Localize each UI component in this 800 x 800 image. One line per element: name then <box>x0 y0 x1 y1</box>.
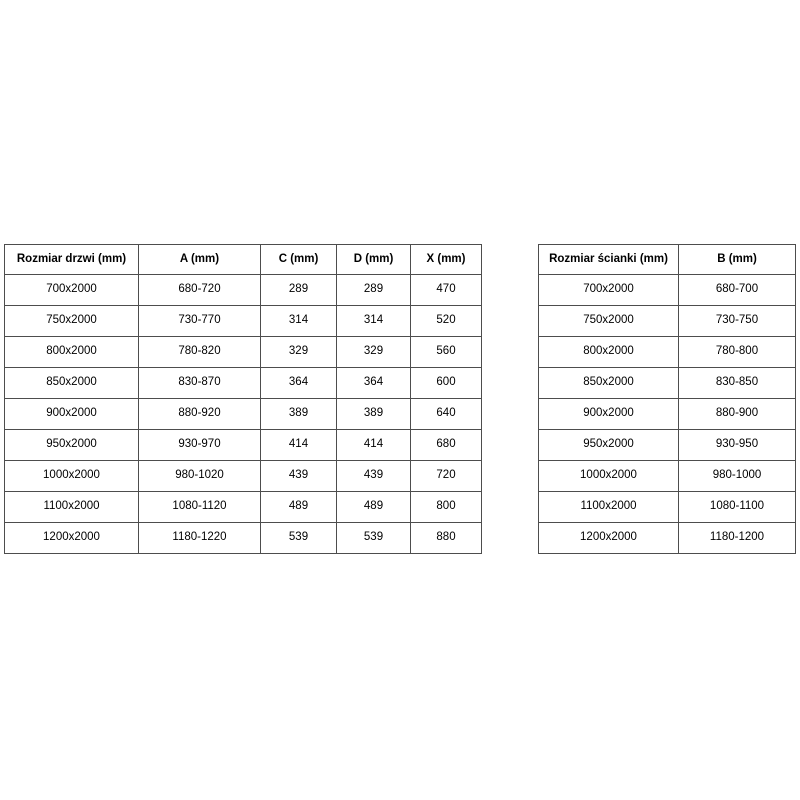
table-cell: 880-900 <box>679 399 796 430</box>
table-cell: 439 <box>337 461 411 492</box>
table-cell: 470 <box>411 275 482 306</box>
table-row <box>5 461 482 492</box>
table-cell: 730-750 <box>679 306 796 337</box>
table-row <box>5 368 482 399</box>
table-cell: 1180-1200 <box>679 523 796 554</box>
table-cell: 560 <box>411 337 482 368</box>
table-row <box>5 275 482 306</box>
table-row <box>5 337 482 368</box>
table-cell: 880-920 <box>139 399 261 430</box>
header-row <box>5 245 482 275</box>
table-row <box>539 492 796 523</box>
table-row <box>539 306 796 337</box>
table-cell: 489 <box>337 492 411 523</box>
table-cell: 1080-1100 <box>679 492 796 523</box>
table-cell: 389 <box>261 399 337 430</box>
table-cell: 720 <box>411 461 482 492</box>
table-cell: 364 <box>261 368 337 399</box>
table-cell: 700x2000 <box>5 275 139 306</box>
table-cell: 1100x2000 <box>539 492 679 523</box>
table-cell: 364 <box>337 368 411 399</box>
table-cell: 980-1020 <box>139 461 261 492</box>
table-cell: 980-1000 <box>679 461 796 492</box>
table-cell: 439 <box>261 461 337 492</box>
table-cell: 680-700 <box>679 275 796 306</box>
table-cell: 830-870 <box>139 368 261 399</box>
table-cell: 800 <box>411 492 482 523</box>
table-cell: 1080-1120 <box>139 492 261 523</box>
table-cell: 289 <box>337 275 411 306</box>
table-cell: 850x2000 <box>5 368 139 399</box>
table-cell: 389 <box>337 399 411 430</box>
table-row <box>5 306 482 337</box>
table-cell: 730-770 <box>139 306 261 337</box>
table-cell: 750x2000 <box>5 306 139 337</box>
table-cell: 950x2000 <box>539 430 679 461</box>
table-row <box>539 368 796 399</box>
table-cell: 414 <box>337 430 411 461</box>
table-cell: 314 <box>261 306 337 337</box>
column-header: D (mm) <box>337 245 411 275</box>
table-cell: 950x2000 <box>5 430 139 461</box>
table-row <box>539 430 796 461</box>
table-cell: 329 <box>261 337 337 368</box>
table-cell: 414 <box>261 430 337 461</box>
column-header: Rozmiar ścianki (mm) <box>539 245 679 275</box>
table-cell: 489 <box>261 492 337 523</box>
table-row <box>5 399 482 430</box>
doors-size-table <box>4 244 482 554</box>
table-row <box>539 275 796 306</box>
table-cell: 780-820 <box>139 337 261 368</box>
column-header: C (mm) <box>261 245 337 275</box>
table-cell: 600 <box>411 368 482 399</box>
table-cell: 900x2000 <box>539 399 679 430</box>
table-row <box>539 523 796 554</box>
table-cell: 680-720 <box>139 275 261 306</box>
table-cell: 830-850 <box>679 368 796 399</box>
table-cell: 520 <box>411 306 482 337</box>
table-cell: 930-950 <box>679 430 796 461</box>
table-cell: 289 <box>261 275 337 306</box>
table-cell: 1200x2000 <box>5 523 139 554</box>
table-row <box>5 430 482 461</box>
header-row <box>539 245 796 275</box>
table-cell: 539 <box>261 523 337 554</box>
table-row <box>539 337 796 368</box>
table-cell: 800x2000 <box>5 337 139 368</box>
table-cell: 800x2000 <box>539 337 679 368</box>
column-header: B (mm) <box>679 245 796 275</box>
table-cell: 880 <box>411 523 482 554</box>
table-cell: 930-970 <box>139 430 261 461</box>
table-cell: 539 <box>337 523 411 554</box>
table-cell: 1100x2000 <box>5 492 139 523</box>
table-cell: 750x2000 <box>539 306 679 337</box>
table-row <box>539 461 796 492</box>
table-cell: 329 <box>337 337 411 368</box>
table-cell: 780-800 <box>679 337 796 368</box>
table-cell: 1200x2000 <box>539 523 679 554</box>
table-cell: 700x2000 <box>539 275 679 306</box>
table-cell: 680 <box>411 430 482 461</box>
table-cell: 314 <box>337 306 411 337</box>
table-row <box>5 523 482 554</box>
table-row <box>539 399 796 430</box>
table-row <box>5 492 482 523</box>
column-header: A (mm) <box>139 245 261 275</box>
table-cell: 1000x2000 <box>539 461 679 492</box>
table-cell: 900x2000 <box>5 399 139 430</box>
table-cell: 640 <box>411 399 482 430</box>
table-cell: 850x2000 <box>539 368 679 399</box>
table-cell: 1000x2000 <box>5 461 139 492</box>
column-header: X (mm) <box>411 245 482 275</box>
wall-size-table <box>538 244 796 554</box>
table-cell: 1180-1220 <box>139 523 261 554</box>
column-header: Rozmiar drzwi (mm) <box>5 245 139 275</box>
